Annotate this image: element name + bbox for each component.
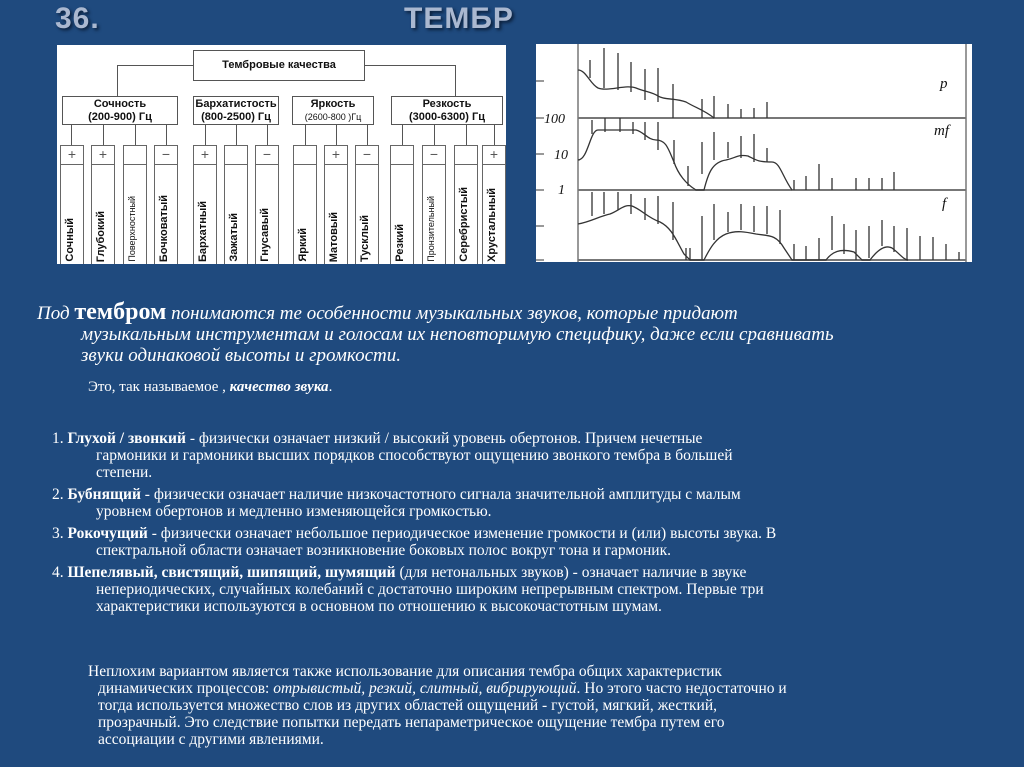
- group-yarkost: Яркость (2600-800 )Гц: [292, 96, 374, 125]
- leaf-glubokiy: + Глубокий: [91, 145, 115, 264]
- svg-text:f: f: [942, 196, 947, 212]
- leaf-sochny: + Сочный: [60, 145, 84, 264]
- leaf-matovy: + Матовый: [324, 145, 348, 264]
- svg-text:10: 10: [554, 148, 568, 163]
- spectrum-chart: [536, 44, 972, 262]
- leaf-poverkhnostny: Поверхностный: [123, 145, 147, 264]
- leaf-bochkovaty: − Бочковатый: [154, 145, 178, 264]
- keyword-timbre: тембром: [74, 299, 167, 325]
- leaf-tuskly: − Тусклый: [355, 145, 379, 264]
- list-item: 2. Бубнящий - физически означает наличие низкочастотного сигнала значительной амплитуды с малым уровнем обертонов и медленно изменяющейся громкостью.: [52, 486, 741, 520]
- group-sochnost: Сочность (200-900) Гц: [62, 96, 178, 125]
- connector: [455, 65, 456, 96]
- y-tick-labels: [544, 112, 568, 198]
- sound-quality-note: Это, так называемое , качество звука.: [88, 379, 333, 395]
- connector: [117, 65, 118, 96]
- svg-text:100: 100: [544, 112, 565, 127]
- leaf-khrustalny: + Хрустальный: [482, 145, 506, 264]
- leaf-pronzitelny: − Пронзительный: [422, 145, 446, 264]
- svg-text:p: p: [940, 76, 948, 92]
- leaf-zazhaty: Зажатый: [224, 145, 248, 264]
- diagram-root: Тембровые качества: [193, 50, 365, 81]
- timbre-characteristics-list: [52, 430, 1002, 620]
- connector: [365, 65, 455, 66]
- connector: [117, 65, 193, 66]
- closing-paragraph: Неплохим вариантом является также использование для описания тембра общих характеристик динамических процессов: отрывистый, резкий, слитный, вибрирующий. Но этого часто недостаточно и тогда используется множество слов из других областей ощущений - густой, мягкий, жесткий, прозрачный. Это следствие попытки передать непараметрическое ощущение тембра путем его ассоциации с другими явлениями.: [88, 663, 787, 748]
- slide-title: ТЕМБР: [404, 2, 514, 35]
- leaf-yarkiy: Яркий: [293, 145, 317, 264]
- leaf-serebristy: Серебристый: [454, 145, 478, 264]
- group-rezkost: Резкость (3000-6300) Гц: [391, 96, 503, 125]
- timbre-qualities-diagram: [57, 45, 506, 264]
- svg-text:mf: mf: [934, 123, 949, 139]
- leaf-gnusavy: − Гнусавый: [255, 145, 279, 264]
- leaf-rezkiy: Резкий: [390, 145, 414, 264]
- term-sound-quality: качество звука: [229, 379, 329, 395]
- spectrum-svg: [536, 44, 972, 262]
- timbre-definition: Под тембром понимаются те особенности музыкальных звуков, которые придают музыкальным инструментам и голосам их неповторимую специфику, даже если сравнивать звуки одинаковой высоты и громкости.: [37, 299, 834, 366]
- list-item: 1. Глухой / звонкий - физически означает низкий / высокий уровень обертонов. Причем нечетные гармоники и гармоники высших порядков способствуют ощущению звонкого тембра в большей степени.: [52, 430, 733, 481]
- list-item: 3. Рокочущий - физически означает небольшое периодическое изменение громкости и (или) высоты звука. В спектральной области означает возникновение боковых полос вокруг тона и гармоник.: [52, 525, 777, 559]
- slide-number: 36.: [55, 2, 100, 35]
- svg-text:1: 1: [558, 183, 565, 198]
- group-barkhatistost: Бархатистость (800-2500) Гц: [193, 96, 279, 125]
- leaf-barkhatny: + Бархатный: [193, 145, 217, 264]
- list-item: 4. Шепелявый, свистящий, шипящий, шумящий (для нетональных звуков) - означает наличие в звуке непериодических, случайных колебаний с достаточно широким непрерывным спектром. Первые три характеристики используются в основном по отношению к высокочастотным шумам.: [52, 564, 764, 615]
